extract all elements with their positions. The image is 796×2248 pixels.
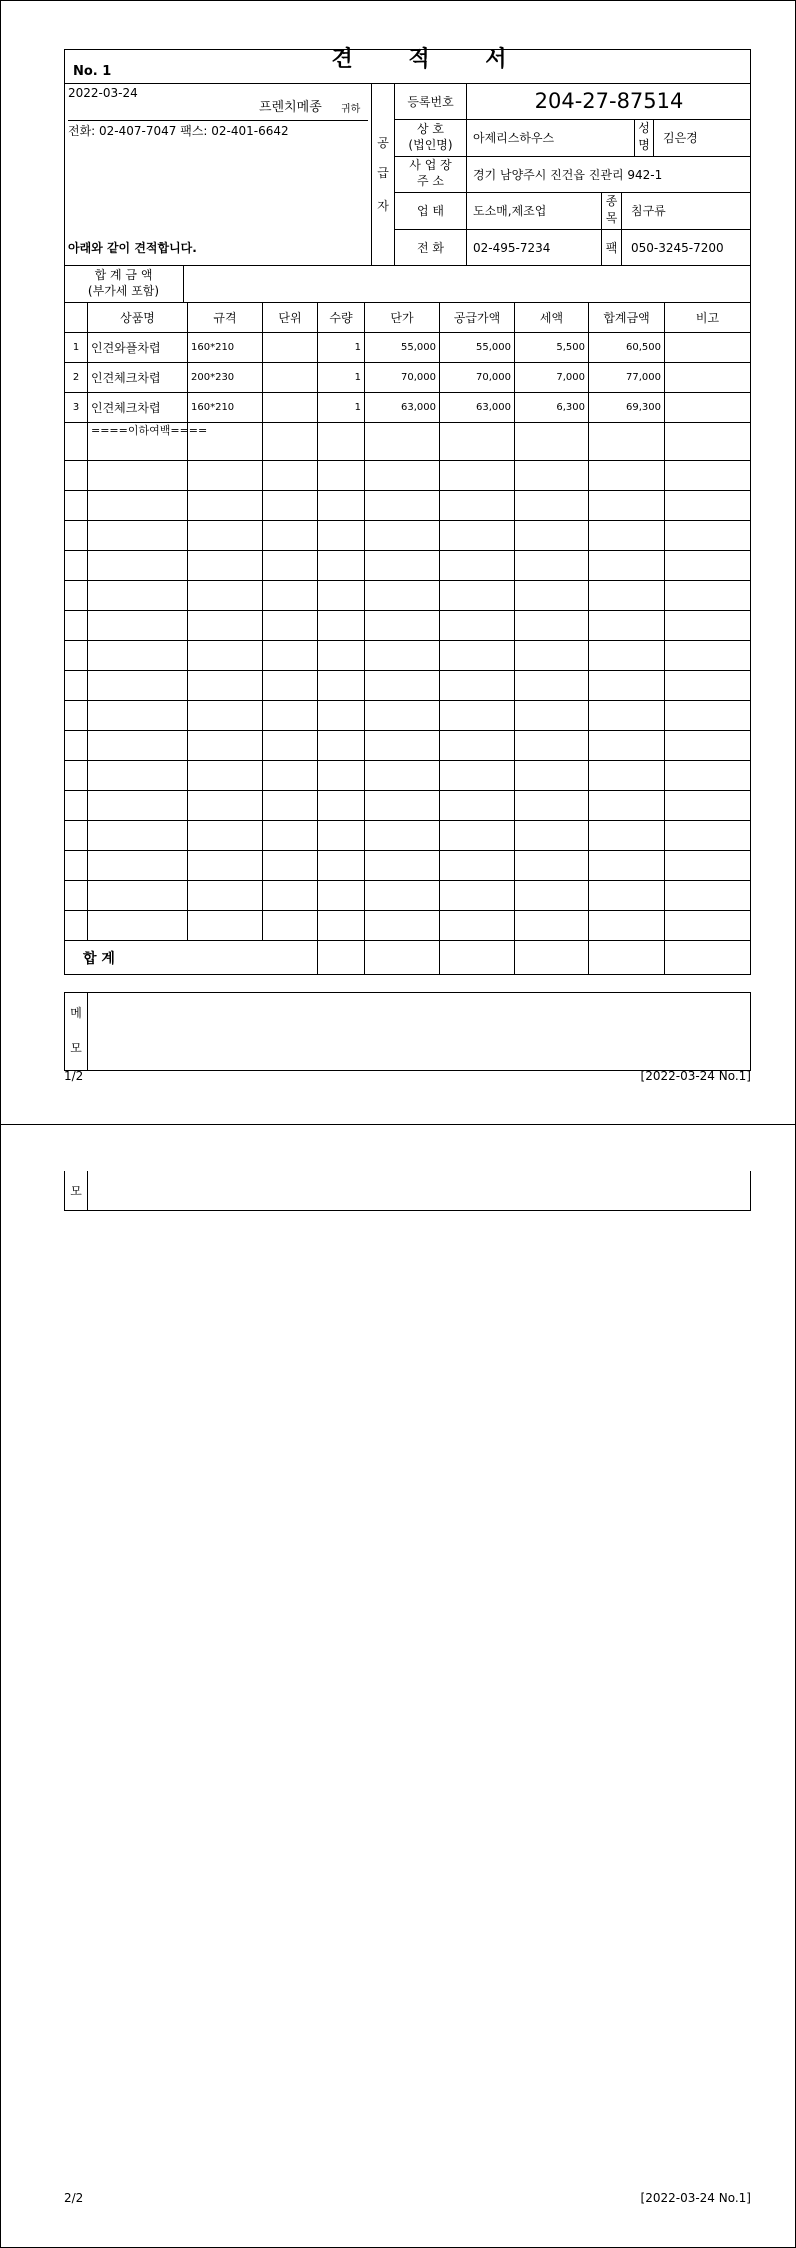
row-price: 63,000 [365, 393, 440, 423]
fax-value: 050-3245-7200 [631, 241, 724, 255]
blank-row [65, 491, 751, 521]
supplier-side-char-3: 자 [377, 199, 389, 213]
address-value: 경기 남양주시 진건읍 진관리 942-1 [473, 168, 663, 182]
supplier-side-char-1: 공 [377, 136, 389, 150]
row-qty: 1 [318, 333, 365, 363]
blank-row [65, 551, 751, 581]
total-amount-label-1: 합 계 금 액 [94, 268, 153, 282]
blank-row [65, 701, 751, 731]
row-index: 1 [65, 333, 88, 363]
header-qty: 수량 [318, 303, 365, 333]
blank-row [65, 581, 751, 611]
contact-line: 전화: 02-407-7047 팩스: 02-401-6642 [68, 124, 289, 138]
doc-number: No. 1 [73, 64, 112, 79]
row-spec: 160*210 [188, 333, 263, 363]
blank-row [65, 791, 751, 821]
blank-row [65, 911, 751, 941]
page-2 [0, 1124, 796, 2248]
phone-label: 전 화 [417, 241, 444, 255]
doc-date: 2022-03-24 [68, 86, 138, 100]
recipient-suffix: 귀하 [341, 104, 361, 115]
header-total: 합계금액 [589, 303, 665, 333]
reg-no-value: 204-27-87514 [534, 89, 684, 113]
ceo-label-2: 명 [638, 138, 650, 152]
page2-number: 2/2 [64, 2191, 84, 2205]
total-amount-label-2: (부가세 포함) [87, 284, 160, 298]
row-total: 69,300 [589, 393, 665, 423]
row-unit [263, 393, 318, 423]
page1-number: 1/2 [64, 1069, 84, 1083]
supplier-side-char-2: 급 [377, 166, 389, 180]
memo-label-2: 모 [70, 1041, 82, 1055]
row-supply: 55,000 [440, 333, 515, 363]
doc-title: 견 적 서 [331, 47, 531, 72]
row-index: 2 [65, 363, 88, 393]
memo-box [64, 992, 751, 1071]
row-name: 인견와플차렵 [88, 333, 188, 363]
item-label-2: 목 [605, 211, 618, 225]
address-label-2: 주 소 [417, 174, 444, 188]
end-marker-row [65, 423, 751, 461]
row-index: 3 [65, 393, 88, 423]
row-note [665, 363, 751, 393]
row-note [665, 393, 751, 423]
row-tax: 7,000 [515, 363, 589, 393]
row-name: 인견체크차렵 [88, 363, 188, 393]
header-index [65, 303, 88, 333]
item-label-1: 종 [605, 194, 618, 208]
header-price: 단가 [365, 303, 440, 333]
table-row [65, 333, 751, 363]
header-tax: 세액 [515, 303, 589, 333]
memo-label-1: 메 [70, 1006, 82, 1020]
page1-footer-ref: [2022-03-24 No.1] [640, 1069, 751, 1083]
blank-row [65, 821, 751, 851]
reg-no-label: 등록번호 [407, 95, 454, 109]
row-note [665, 333, 751, 363]
row-unit [263, 363, 318, 393]
row-total: 77,000 [589, 363, 665, 393]
end-marker: ====이하여백==== [88, 423, 188, 461]
company-label-2: (법인명) [408, 138, 453, 152]
header-spec: 규격 [188, 303, 263, 333]
blank-row [65, 671, 751, 701]
ceo-value: 김은경 [663, 131, 698, 145]
item-value: 침구류 [631, 204, 666, 218]
blank-row [65, 851, 751, 881]
company-value: 아제리스하우스 [473, 131, 555, 145]
table-row [65, 393, 751, 423]
company-label-1: 상 호 [417, 122, 444, 136]
row-name: 인견체크차렵 [88, 393, 188, 423]
phone-value: 02-495-7234 [473, 241, 551, 255]
business-label: 업 태 [417, 204, 444, 218]
fax-label: 팩 [605, 241, 618, 255]
row-spec: 200*230 [188, 363, 263, 393]
blank-row [65, 641, 751, 671]
ceo-label-1: 성 [638, 121, 650, 135]
blank-row [65, 761, 751, 791]
table-header-row [65, 303, 751, 333]
row-tax: 6,300 [515, 393, 589, 423]
blank-row [65, 521, 751, 551]
row-supply: 63,000 [440, 393, 515, 423]
header-supply: 공급가액 [440, 303, 515, 333]
business-value: 도소매,제조업 [473, 204, 547, 218]
row-spec: 160*210 [188, 393, 263, 423]
memo-label-3: 모 [70, 1184, 82, 1198]
row-qty: 1 [318, 393, 365, 423]
row-supply: 70,000 [440, 363, 515, 393]
blank-row [65, 731, 751, 761]
table-row [65, 363, 751, 393]
page2-footer-ref: [2022-03-24 No.1] [640, 2191, 751, 2205]
row-total: 60,500 [589, 333, 665, 363]
row-tax: 5,500 [515, 333, 589, 363]
header-name: 상품명 [88, 303, 188, 333]
row-unit [263, 333, 318, 363]
greeting-text: 아래와 같이 견적합니다. [68, 241, 197, 255]
sum-row [65, 941, 751, 975]
recipient-name: 프렌치메종 [259, 100, 322, 115]
items-table [64, 302, 751, 975]
header-note: 비고 [665, 303, 751, 333]
row-qty: 1 [318, 363, 365, 393]
row-price: 55,000 [365, 333, 440, 363]
blank-row [65, 881, 751, 911]
address-label-1: 사 업 장 [409, 158, 452, 172]
blank-row [65, 461, 751, 491]
row-price: 70,000 [365, 363, 440, 393]
memo-continuation-box [64, 1171, 751, 1211]
blank-row [65, 611, 751, 641]
header-unit: 단위 [263, 303, 318, 333]
sum-label: 합 계 [65, 941, 318, 975]
